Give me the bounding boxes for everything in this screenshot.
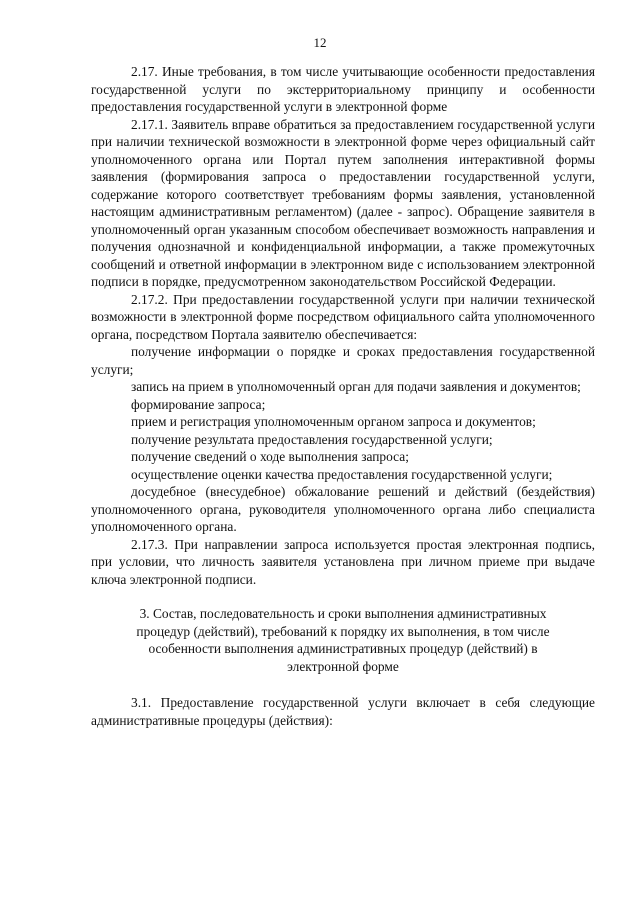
- list-item: формирование запроса;: [131, 396, 266, 412]
- page-number: 12: [313, 35, 327, 50]
- list-item: получение сведений о ходе выполнения запроса;: [131, 449, 409, 464]
- list-item: запись на прием в уполномоченный орган для подачи заявления и документов;: [131, 379, 581, 394]
- service-capabilities-list: [91, 343, 595, 536]
- section-heading: 3. Состав, последовательность и сроки выполнения административных процедур (действий), требований к порядку их выполнения, в том числе особенности выполнения административных процедур (действий) в электронной форме: [136, 606, 550, 674]
- list-item: осуществление оценки качества предоставления государственной услуги;: [131, 466, 553, 482]
- list-item: досудебное (внесудебное) обжалование решений и действий (бездействия) уполномоченного органа, руководителя уполномоченного органа либо специалиста уполномоченного органа.: [91, 484, 595, 534]
- list-item: получение результата предоставления государственной услуги;: [131, 431, 493, 447]
- list-item: прием и регистрация уполномоченным органом запроса и документов;: [131, 414, 536, 429]
- paragraph-2-17-1: 2.17.1. Заявитель вправе обратиться за предоставлением государственной услуги при наличии технической возможности в электронной форме через официальный сайт уполномоченного органа или Портал путем заполнения интерактивной формы заявления (формирования запроса о предоставлении государственной услуги, содержание которого соответствует требованиям формы заявления, установленной настоящим административным регламентом) (далее - запрос). Обращение заявителя в уполномоченный орган указанным способом обеспечивает возможность направления и получения однозначной и конфиденциальной информации, а также промежуточных сообщений и ответной информации в электронном виде с использованием электронной подписи в порядке, предусмотренном законодательством Российской Федерации.: [91, 116, 595, 289]
- paragraph-3-1: 3.1. Предоставление государственной услуги включает в себя следующие административные процедуры (действия):: [91, 695, 595, 728]
- paragraph-2-17-2: 2.17.2. При предоставлении государственной услуги при наличии технической возможности в электронной форме посредством официального сайта уполномоченного органа, посредством Портала заявителю обеспечивается:: [91, 291, 595, 342]
- paragraph-2-17: 2.17. Иные требования, в том числе учитывающие особенности предоставления государственной услуги по экстерриториальному принципу и особенности предоставления государственной услуги в электронной форме: [91, 64, 595, 114]
- document-body: [91, 63, 595, 729]
- paragraph-2-17-3: 2.17.3. При направлении запроса используется простая электронная подпись, при условии, что личность заявителя установлена при личном приеме при выдаче ключа электронной подписи.: [91, 536, 595, 587]
- list-item: получение информации о порядке и сроках предоставления государственной услуги;: [91, 344, 595, 377]
